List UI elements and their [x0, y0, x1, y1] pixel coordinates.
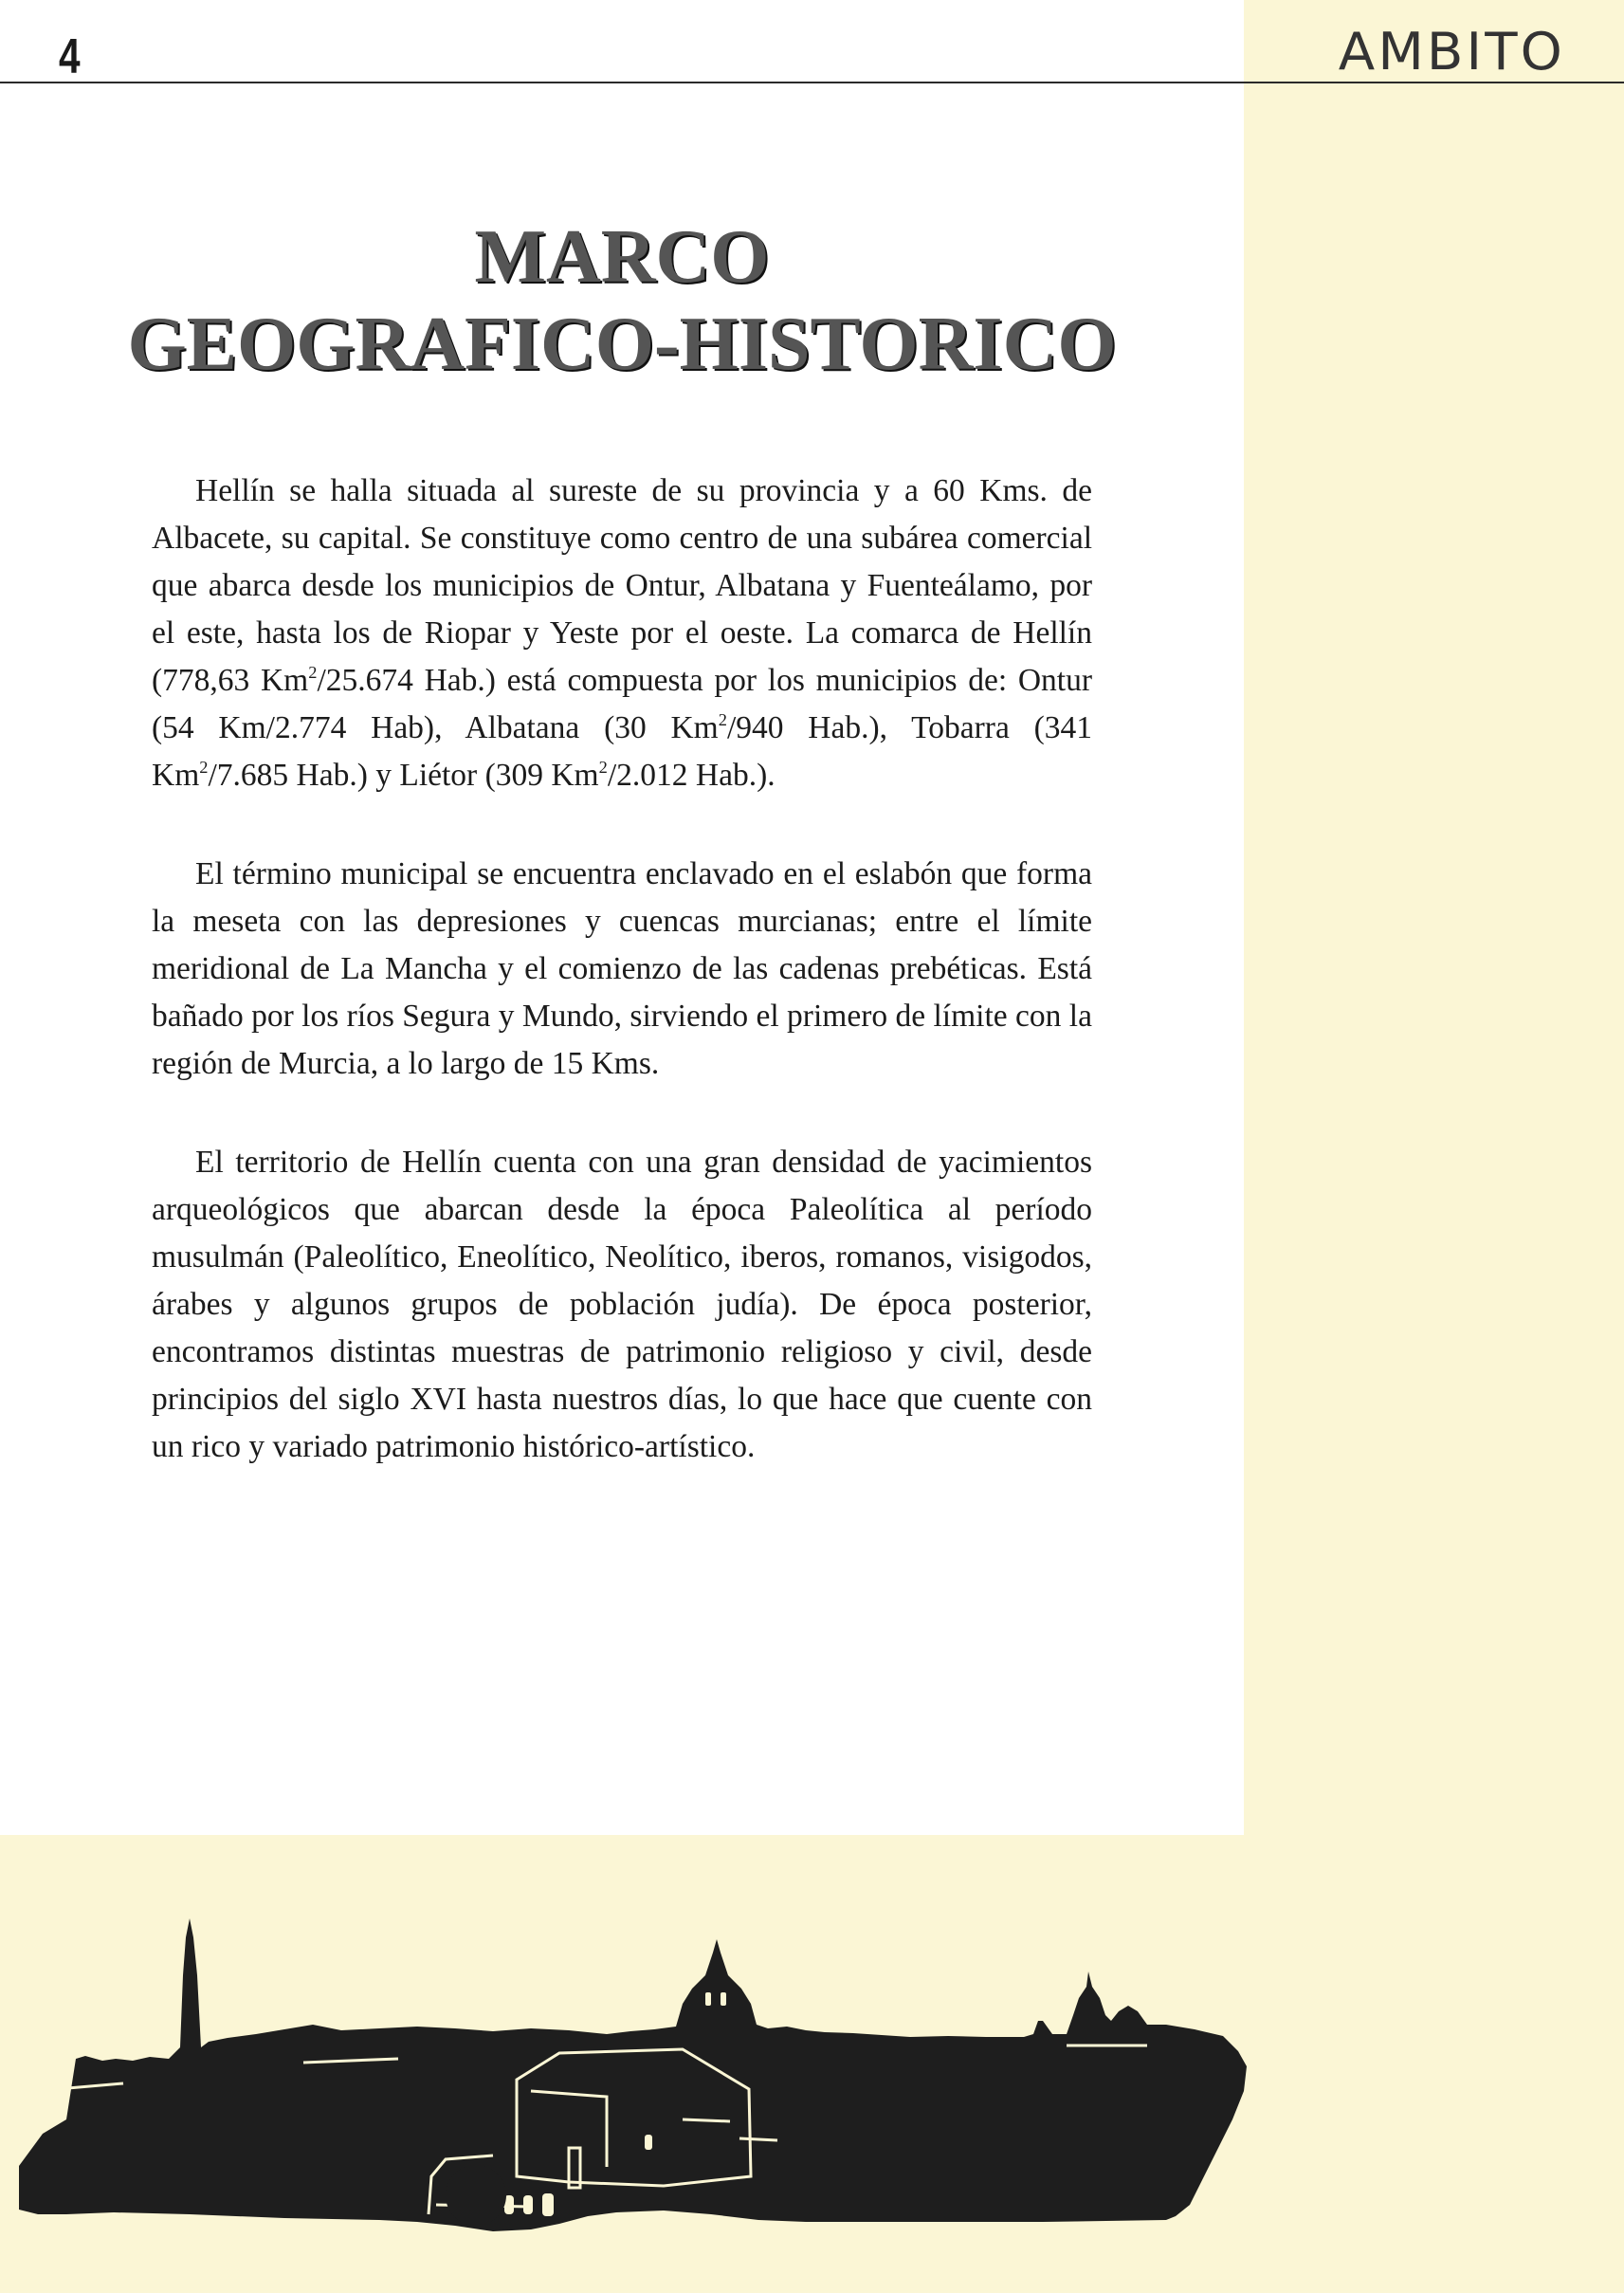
page-number: 4	[59, 29, 81, 84]
paragraph-2: El término municipal se encuentra enclavado en el eslabón que forma la meseta con las depresiones y cuencas murcianas; entre el límite meridional de La Mancha y el comienzo de las cadenas prebéticas. Está bañado por los ríos Segura y Mundo, sirviendo el primero de límite con la región de Murcia, a lo largo de 15 Kms.	[152, 856, 1092, 1081]
bush-shape	[446, 2165, 506, 2226]
paragraph-1-part-c: /940 Hab.), Tobarra (341 Km	[152, 710, 1093, 793]
superscript-2: 2	[598, 758, 608, 778]
superscript-2: 2	[308, 663, 318, 683]
paragraph-3: El territorio de Hellín cuenta con una gran densidad de yacimientos arqueológicos que abarcan desde la época Paleolítica al período musulmán (Paleolítico, Eneolítico, Neolítico, iberos, romanos, visigodos, árabes y algunos grupos de población judía). De época posterior, encontramos distintas muestras de patrimonio religioso y civil, desde principios del siglo XVI hasta nuestros días, lo que hace que cuente con un rico y variado patrimonio histórico-artístico.	[152, 1145, 1092, 1464]
paragraph-1-part-d: /7.685 Hab.) y Liétor (309 Km	[208, 758, 599, 793]
superscript-2: 2	[718, 710, 727, 730]
town-skyline-illustration	[0, 1835, 1624, 2293]
body-text	[152, 468, 1092, 1522]
title-line-2: GEOGRAFICO-HISTORICO	[127, 303, 1117, 386]
page-title	[95, 213, 1149, 388]
paragraph-1-part-a: Hellín se halla situada al sureste de su provincia y a 60 Kms. de Albacete, su capital. Se constituye como centro de una subárea comercial que abarca desde los municipios de Ontur, Albatana y Fuenteálamo, por el este, hasta los de Riopar y Yeste por el oeste. La comarca de Hellín (778,63 Km	[152, 473, 1092, 698]
title-line-1: MARCO	[474, 215, 770, 299]
section-label: AMBITO	[1338, 22, 1565, 82]
paragraph-1	[152, 468, 1092, 799]
paragraph-1-part-e: /2.012 Hab.).	[607, 758, 776, 793]
paragraph-1-part-b: /25.674 Hab.) está compuesta por los municipios de: Ontur (54 Km/2.774 Hab), Albatana (30 Km	[152, 663, 1092, 745]
header-rule	[0, 82, 1624, 83]
superscript-2: 2	[199, 758, 209, 778]
